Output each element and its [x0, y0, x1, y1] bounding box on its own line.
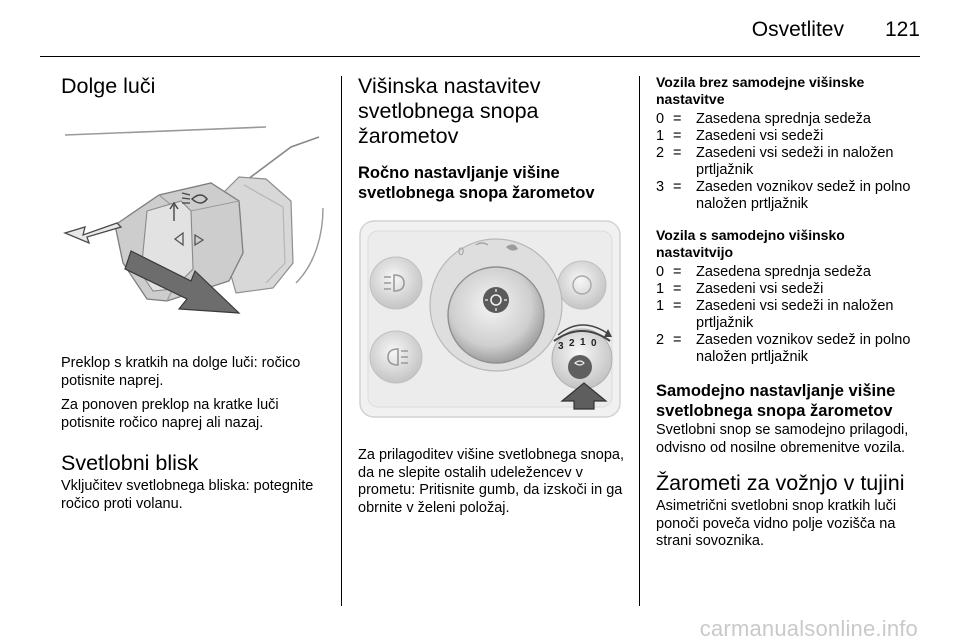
subheading-manual-range: Ročno nastavljanje višine svetlobnega snopa žarometov [358, 164, 595, 202]
light-switch-svg [358, 217, 622, 427]
list-item: 3 = Zaseden voznikov sedež in polno naložen prtljažnik [656, 179, 911, 212]
paragraph-abroad: Asimetrični svetlobni snop kratkih luči ponoči poveča vidno polje vozišča na strani sovoznika. [656, 498, 897, 549]
lever-illustration [61, 113, 326, 335]
list-item: 0 = Zasedena sprednja sedeža [656, 264, 871, 280]
section-heading-range: Višinska nastavitev svetlobnega snopa žarometov [358, 74, 541, 148]
rear-fog-light-icon [370, 331, 422, 383]
paragraph-auto-range: Svetlobni snop se samodejno prilagodi, odvisno od nosilne obremenitve vozila. [656, 422, 909, 456]
page-header [0, 18, 960, 54]
range-label-2: 2 [569, 338, 575, 349]
heading-auto-leveling-vehicles: Vozila s samodejno višinsko nastavitvijo [656, 227, 845, 260]
watermark: carmanualsonline.info [699, 616, 918, 641]
paragraph-low-beam-return: Za ponoven preklop na kratke luči potisnite ročico naprej ali nazaj. [61, 397, 279, 431]
subheading-auto-range: Samodejno nastavljanje višine svetlobnega snopa žarometov [656, 382, 896, 420]
paragraph-high-beam: Preklop s kratkih na dolge luči: ročico potisnite naprej. [61, 355, 301, 389]
light-switch-icon [430, 239, 562, 371]
front-fog-light-icon [370, 257, 422, 309]
range-label-0: 0 [591, 338, 597, 349]
range-label-3: 3 [558, 341, 564, 352]
column-divider-2 [639, 76, 640, 606]
light-switch-illustration [358, 217, 622, 427]
chapter-title: Osvetlitev [751, 18, 844, 41]
paragraph-flash: Vključitev svetlobnega bliska: potegnite ročico proti volanu. [61, 478, 314, 512]
heading-no-auto-leveling: Vozila brez samodejne višinske nastavitve [656, 74, 865, 107]
section-heading-high-beam: Dolge luči [61, 74, 156, 98]
header-rule [40, 56, 920, 57]
list-item: 2 = Zaseden voznikov sedež in polno naložen prtljažnik [656, 332, 911, 365]
column-divider-1 [341, 76, 342, 606]
list-item: 1 = Zasedeni vsi sedeži [656, 281, 824, 297]
switch-label-off: 0 [458, 246, 465, 258]
page-number: 121 [884, 18, 920, 41]
paragraph-range-adjust: Za prilagoditev višine svetlobnega snopa, da ne slepite ostalih udeležencev v prometu: Pritisnite gumb, da izskoči in ga obrnite v želeni položaj. [358, 447, 624, 516]
list-item: 2 = Zasedeni vsi sedeži in naložen prtljažnik [656, 145, 894, 178]
section-heading-flash: Svetlobni blisk [61, 451, 199, 475]
list-item: 0 = Zasedena sprednja sedeža [656, 111, 871, 127]
list-item: 1 = Zasedeni vsi sedeži in naložen prtljažnik [656, 298, 894, 331]
column-headlight-range [358, 74, 624, 517]
list-auto-leveling [656, 264, 924, 366]
column-range-settings [656, 74, 924, 551]
column-high-beam [61, 74, 326, 513]
list-no-auto-leveling [656, 111, 924, 213]
range-label-1: 1 [580, 337, 586, 348]
section-heading-abroad: Žarometi za vožnjo v tujini [656, 471, 905, 495]
list-item: 1 = Zasedeni vsi sedeži [656, 128, 824, 144]
lever-illustration-svg [61, 113, 326, 335]
